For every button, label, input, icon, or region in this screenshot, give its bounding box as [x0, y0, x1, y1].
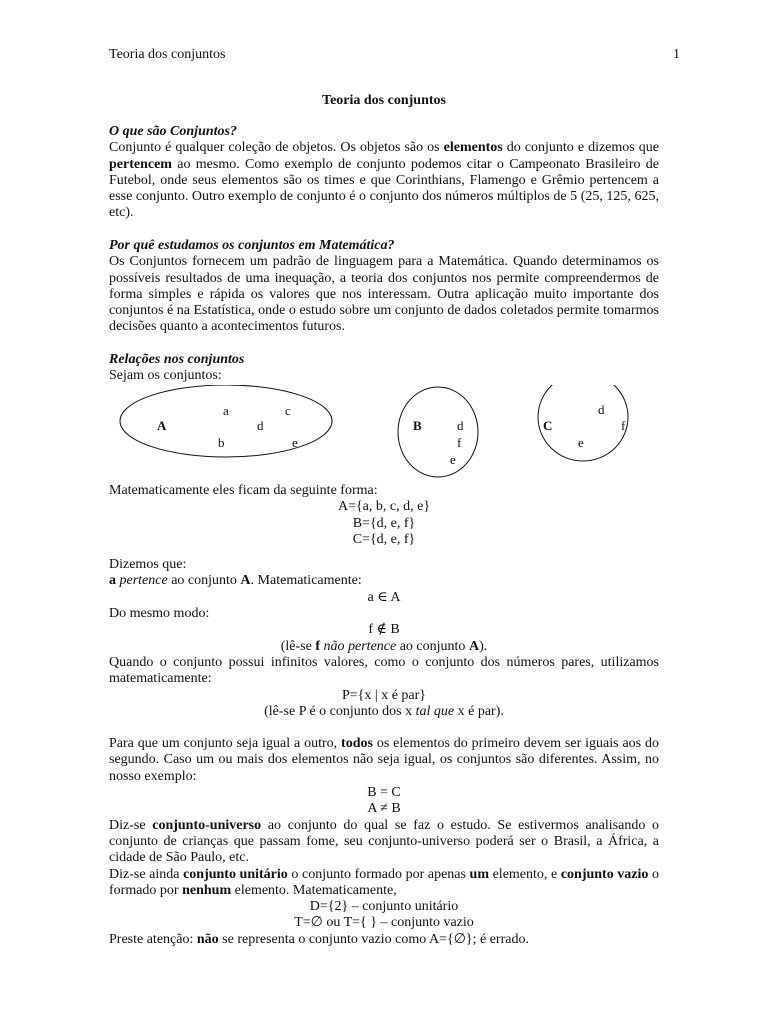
running-header	[109, 47, 680, 63]
section-heading: O que são Conjuntos?	[109, 124, 237, 139]
equation-a-neq-b: A ≠ B	[367, 801, 401, 817]
set-c-element: f	[621, 418, 626, 433]
paragraph: Do mesmo modo:	[109, 606, 210, 622]
set-c-element: d	[598, 402, 605, 417]
set-a-element: a	[223, 403, 229, 418]
equation-set-c: C={d, e, f}	[352, 531, 416, 547]
document-title: Teoria dos conjuntos	[322, 93, 446, 108]
venn-ellipses	[0, 385, 768, 490]
set-b-label: B	[413, 418, 422, 433]
section-why-study	[109, 238, 659, 336]
reading-note: (lê-se f não pertence ao conjunto A).	[280, 638, 488, 654]
paragraph: Conjunto é qualquer coleção de objetos. Os objetos são os elementos do conjunto e dizemos que pertencem ao mesmo. Como exemplo de conjunto podemos citar o Campeonato Brasileiro de Futebol, onde seus elementos são os times e que Corinthians, Flamengo e Grêmio pertencem a esse conjunto. Outro exemplo de conjunto é o conjunto dos números múltiplos de 5 (25, 125, 625, etc).	[109, 140, 659, 221]
set-b-element: d	[457, 418, 464, 433]
paragraph: Dizemos que:	[109, 557, 187, 573]
equation-f-notin-b: f ∉ B	[368, 622, 400, 638]
set-a-ellipse	[120, 385, 332, 457]
section-heading: Por quê estudamos os conjuntos em Matemática?	[109, 238, 395, 253]
reading-note: (lê-se P é o conjunto dos x tal que x é par).	[264, 703, 504, 719]
equation-d: D={2} – conjunto unitário	[309, 899, 459, 915]
paragraph: Matematicamente eles ficam da seguinte forma:	[109, 483, 378, 498]
paragraph: a pertence ao conjunto A. Matematicamente:	[109, 573, 362, 589]
paragraph: Quando o conjunto possui infinitos valores, como o conjunto dos números pares, utilizamos matematicamente:	[109, 654, 659, 687]
paragraph: Os Conjuntos fornecem um padrão de linguagem para a Matemática. Quando determinamos os possíveis resultados de uma inequação, a teoria dos conjuntos nos permite compreendermos de forma simples e rápida os valores que nos interessam. Outra aplicação muito importante dos conjuntos é na Estatística, onde o estudo sobre um conjunto de dados coletados permite tomarmos decisões quanto a acontecimentos futuros.	[109, 254, 659, 335]
set-b-ellipse	[398, 387, 478, 477]
set-a-element: b	[218, 435, 225, 450]
equation-p: P={x | x é par}	[341, 687, 426, 703]
set-a-element: d	[257, 418, 264, 433]
section-heading: Relações nos conjuntos	[109, 352, 245, 367]
equation-a-in-a: a ∈ A	[367, 589, 401, 605]
equation-set-a: A={a, b, c, d, e}	[337, 499, 431, 515]
venn-diagrams	[0, 385, 768, 490]
equation-t: T=∅ ou T={ } – conjunto vazio	[294, 915, 474, 931]
set-a-element: c	[285, 403, 291, 418]
section-relations	[109, 352, 659, 385]
equation-set-b: B={d, e, f}	[352, 515, 416, 531]
set-b-element: e	[450, 452, 456, 467]
set-a-element: e	[292, 435, 298, 450]
equation-b-eq-c: B = C	[367, 785, 401, 801]
set-c-label: C	[543, 418, 553, 433]
paragraph: Diz-se conjunto-universo ao conjunto do qual se faz o estudo. Se estivermos analisando o conjunto de crianças que passam fome, seu conjunto-universo poderá ser o Brasil, a África, a cidade de São Paulo, etc.	[109, 817, 660, 866]
page-number: 1	[673, 47, 680, 62]
section-relations-body	[109, 483, 659, 948]
header-title: Teoria dos conjuntos	[109, 47, 226, 62]
section-what-are-sets	[109, 124, 659, 222]
set-a-label: A	[157, 418, 167, 433]
set-c-element: e	[578, 435, 584, 450]
set-b-element: f	[457, 435, 462, 450]
paragraph: Sejam os conjuntos:	[109, 368, 222, 384]
paragraph: Para que um conjunto seja igual a outro, todos os elementos do primeiro devem ser iguais aos do segundo. Caso um ou mais dos elementos não seja igual, os conjuntos são diferentes. Assim, no nosso exemplo:	[109, 736, 659, 784]
paragraph: Diz-se ainda conjunto unitário o conjunto formado por apenas um elemento, e conjunto vazio o formado por nenhum elemento. Matematicamente,	[109, 866, 660, 898]
paragraph: Preste atenção: não se representa o conjunto vazio como A={∅}; é errado.	[109, 931, 529, 947]
